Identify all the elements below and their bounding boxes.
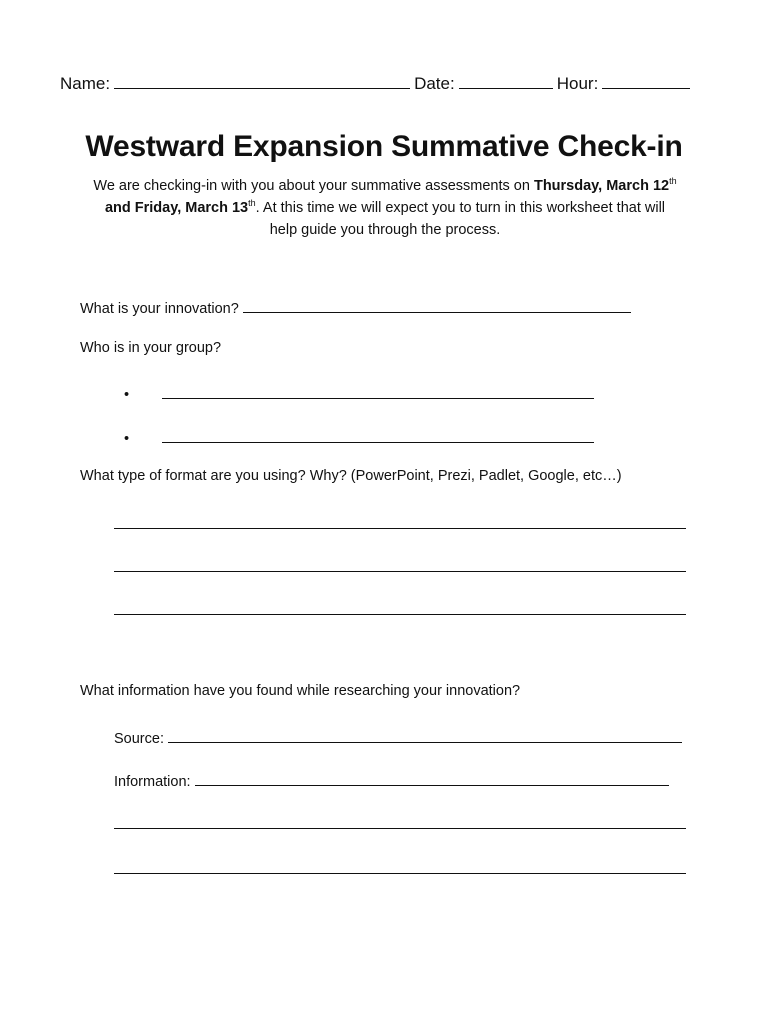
format-question: What type of format are you using? Why? (PowerPoint, Prezi, Padlet, Google, etc…) xyxy=(80,468,622,484)
format-answer-line[interactable] xyxy=(114,528,686,529)
name-blank[interactable] xyxy=(114,72,410,89)
group-member-blank[interactable] xyxy=(162,426,594,443)
information-label: Information: xyxy=(114,774,191,790)
date-blank[interactable] xyxy=(459,72,553,89)
innovation-label: What is your innovation? xyxy=(80,301,239,317)
innovation-question xyxy=(80,296,635,317)
date-label: Date: xyxy=(414,74,455,93)
hour-blank[interactable] xyxy=(602,72,690,89)
information-blank[interactable] xyxy=(195,769,669,786)
research-question: What information have you found while researching your innovation? xyxy=(80,683,521,699)
header-fields xyxy=(60,72,720,94)
information-answer-line[interactable] xyxy=(114,873,686,874)
group-question: Who is in your group? xyxy=(80,340,222,356)
hour-label: Hour: xyxy=(556,74,599,93)
information-row xyxy=(114,769,673,790)
bullet-icon: • xyxy=(124,387,130,403)
group-member-row xyxy=(124,382,598,403)
format-answer-line[interactable] xyxy=(114,614,686,615)
information-answer-line[interactable] xyxy=(114,828,686,829)
source-label: Source: xyxy=(114,731,164,747)
page-title: Westward Expansion Summative Check-in xyxy=(85,130,683,163)
intro-paragraph xyxy=(90,175,680,241)
name-label: Name: xyxy=(60,74,111,93)
innovation-blank[interactable] xyxy=(243,296,631,313)
bullet-icon: • xyxy=(124,431,130,447)
intro-date-1: Thursday, March 12 xyxy=(533,178,670,194)
intro-date-2: and Friday, March 13 xyxy=(104,200,249,216)
source-blank[interactable] xyxy=(168,726,682,743)
intro-text-2: . At this time we will expect you to turn in this worksheet that will help guide you through the process. xyxy=(255,200,666,238)
intro-sup-2: th xyxy=(248,198,256,209)
source-row xyxy=(114,726,686,747)
intro-sup-1: th xyxy=(669,176,677,187)
format-answer-line[interactable] xyxy=(114,571,686,572)
intro-text-1: We are checking-in with you about your summative assessments on xyxy=(93,178,534,194)
group-member-blank[interactable] xyxy=(162,382,594,399)
group-member-row xyxy=(124,426,598,447)
